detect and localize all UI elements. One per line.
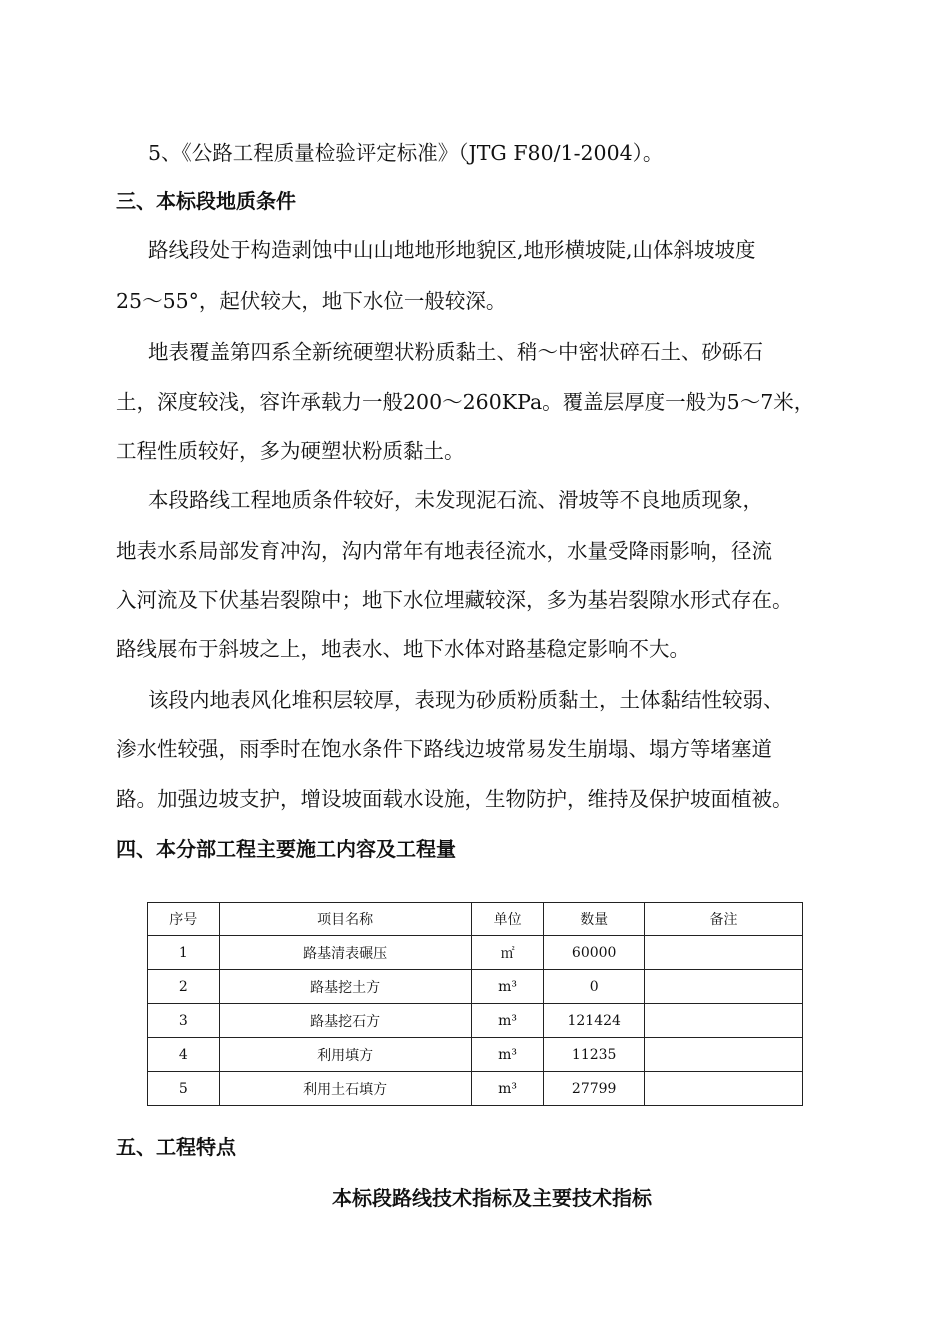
cell-unit: m³ — [471, 1038, 544, 1072]
cell-quantity: 121424 — [544, 1004, 645, 1038]
cell-remarks — [645, 1004, 803, 1038]
paragraph-line: 地表覆盖第四系全新统硬塑状粉质黏土、稍～中密状碎石土、砂砾石 — [148, 340, 763, 364]
cell-index: 3 — [148, 1004, 220, 1038]
cell-item-name: 利用填方 — [219, 1038, 471, 1072]
cell-item-name: 路基清表碾压 — [219, 936, 471, 970]
header-item-name: 项目名称 — [219, 903, 471, 936]
cell-item-name: 路基挖土方 — [219, 970, 471, 1004]
paragraph-line: 路线展布于斜坡之上，地表水、地下水体对路基稳定影响不大。 — [116, 637, 690, 661]
cell-quantity: 0 — [544, 970, 645, 1004]
paragraph-line: 土，深度较浅，容许承载力一般200～260KPa。覆盖层厚度一般为5～7米， — [116, 390, 815, 414]
cell-index: 5 — [148, 1072, 220, 1106]
cell-unit: ㎡ — [471, 936, 544, 970]
header-quantity: 数量 — [544, 903, 645, 936]
table-title: 本标段路线技术指标及主要技术指标 — [332, 1186, 652, 1210]
section-heading-4: 四、本分部工程主要施工内容及工程量 — [116, 837, 456, 861]
cell-remarks — [645, 970, 803, 1004]
cell-unit: m³ — [471, 970, 544, 1004]
table-header-row — [148, 903, 803, 936]
cell-remarks — [645, 1038, 803, 1072]
header-remarks: 备注 — [645, 903, 803, 936]
quantity-table — [147, 902, 803, 1106]
cell-item-name: 利用土石填方 — [219, 1072, 471, 1106]
header-index: 序号 — [148, 903, 220, 936]
cell-remarks — [645, 1072, 803, 1106]
section-heading-5: 五、工程特点 — [116, 1135, 236, 1159]
paragraph-line: 路线段处于构造剥蚀中山山地地形地貌区,地形横坡陡,山体斜坡坡度 — [148, 238, 756, 262]
paragraph-line: 入河流及下伏基岩裂隙中；地下水位埋藏较深，多为基岩裂隙水形式存在。 — [116, 588, 793, 612]
paragraph-line: 渗水性较强，雨季时在饱水条件下路线边坡常易发生崩塌、塌方等堵塞道 — [116, 737, 772, 761]
cell-quantity: 11235 — [544, 1038, 645, 1072]
paragraph-line: 路。加强边坡支护，增设坡面载水设施，生物防护，维持及保护坡面植被。 — [116, 787, 793, 811]
cell-remarks — [645, 936, 803, 970]
cell-index: 4 — [148, 1038, 220, 1072]
cell-unit: m³ — [471, 1072, 544, 1106]
cell-quantity: 60000 — [544, 936, 645, 970]
paragraph-line: 本段路线工程地质条件较好，未发现泥石流、滑坡等不良地质现象， — [148, 488, 763, 512]
header-unit: 单位 — [471, 903, 544, 936]
cell-index: 1 — [148, 936, 220, 970]
table-row — [148, 936, 803, 970]
cell-unit: m³ — [471, 1004, 544, 1038]
section-heading-3: 三、本标段地质条件 — [116, 189, 296, 213]
paragraph-line: 该段内地表风化堆积层较厚，表现为砂质粉质黏土，土体黏结性较弱、 — [148, 688, 784, 712]
table-row — [148, 1038, 803, 1072]
table-row — [148, 1072, 803, 1106]
paragraph-line: 工程性质较好，多为硬塑状粉质黏土。 — [116, 439, 465, 463]
cell-item-name: 路基挖石方 — [219, 1004, 471, 1038]
table-row — [148, 1004, 803, 1038]
paragraph-line: 25～55°，起伏较大，地下水位一般较深。 — [116, 289, 507, 313]
cell-quantity: 27799 — [544, 1072, 645, 1106]
paragraph-line: 地表水系局部发育冲沟，沟内常年有地表径流水，水量受降雨影响，径流 — [116, 539, 772, 563]
reference-item-5: 5、《公路工程质量检验评定标准》（JTG F80/1-2004）。 — [148, 141, 664, 165]
table-row — [148, 970, 803, 1004]
cell-index: 2 — [148, 970, 220, 1004]
